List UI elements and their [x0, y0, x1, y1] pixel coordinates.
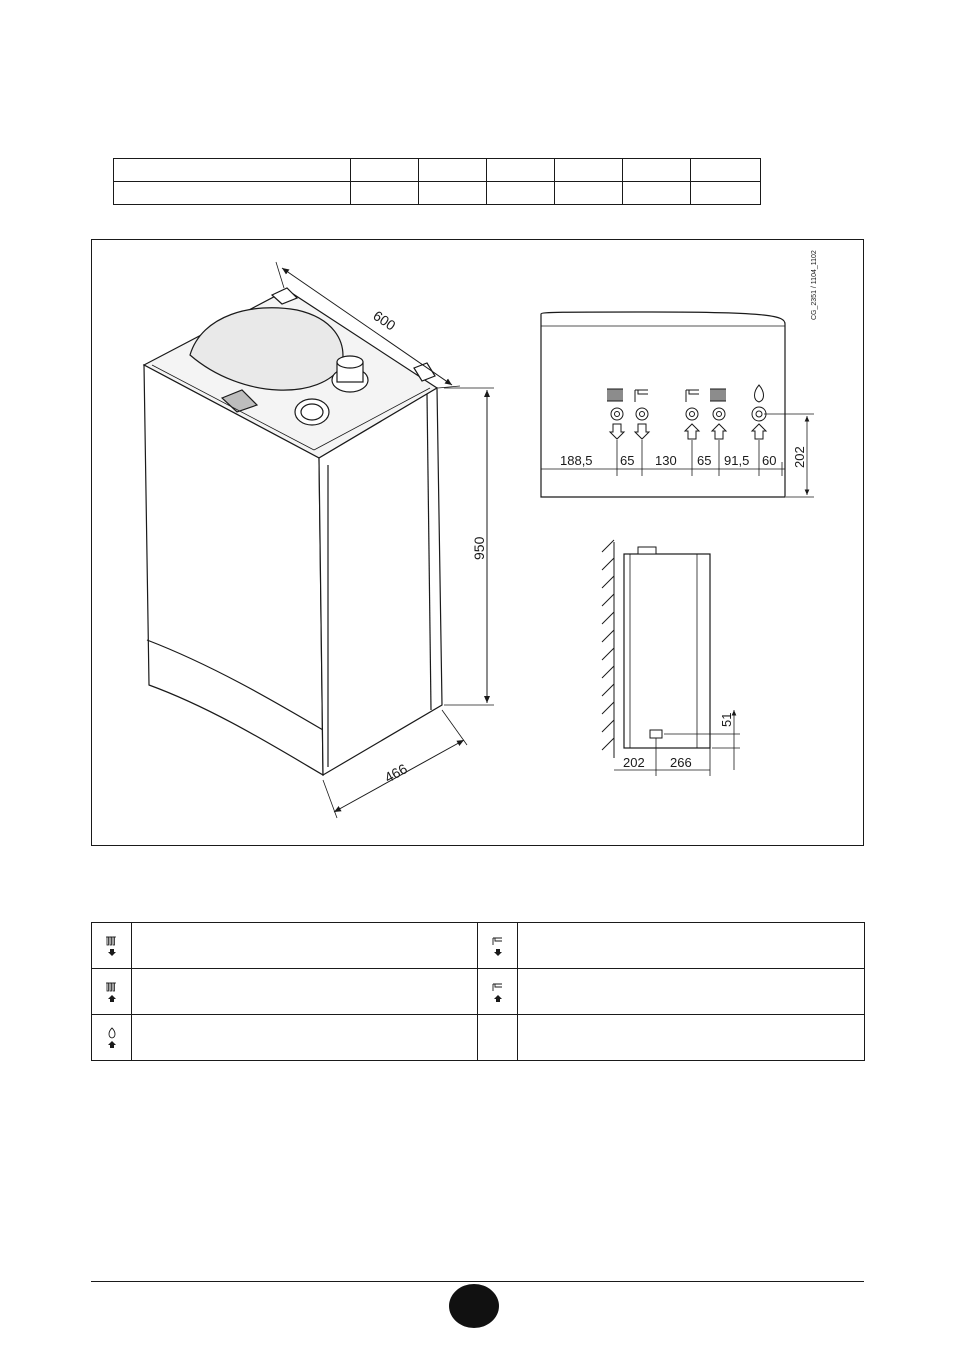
dim-51: 51 [719, 712, 734, 727]
dim-130: 130 [655, 453, 677, 468]
legend-row [92, 923, 865, 969]
footer-rule [91, 1281, 864, 1282]
dimension-diagram [91, 239, 864, 846]
tap-in-icon [478, 969, 518, 1015]
dimension-height [444, 388, 494, 705]
legend-row [92, 969, 865, 1015]
spec-table [113, 158, 761, 205]
dim-91-5: 91,5 [724, 453, 750, 468]
spec-table-row [114, 159, 761, 182]
dimension-depth-label: 466 [381, 760, 410, 786]
dim-65-a: 65 [620, 453, 635, 468]
dim-60: 60 [762, 453, 777, 468]
bottom-view [541, 312, 814, 497]
page-number-badge [449, 1284, 499, 1328]
dim-65-b: 65 [697, 453, 712, 468]
dim-188-5: 188,5 [560, 453, 593, 468]
legend-row [92, 1015, 865, 1061]
radiator-out-icon [92, 923, 132, 969]
boiler-isometric [144, 288, 442, 775]
diagram-svg [92, 240, 865, 847]
tap-out-icon [478, 923, 518, 969]
dim-202-front: 202 [792, 446, 807, 468]
legend-table [91, 922, 865, 1061]
dim-266: 266 [670, 755, 692, 770]
drawing-code: CG_2351 / 1104_1102 [811, 250, 818, 320]
side-view [602, 540, 740, 776]
spec-table-row [114, 182, 761, 205]
dim-202-side: 202 [623, 755, 645, 770]
dimension-width-label: 600 [370, 307, 399, 334]
dimension-height-label: 950 [471, 536, 487, 560]
radiator-in-icon [92, 969, 132, 1015]
gas-in-icon [92, 1015, 132, 1061]
